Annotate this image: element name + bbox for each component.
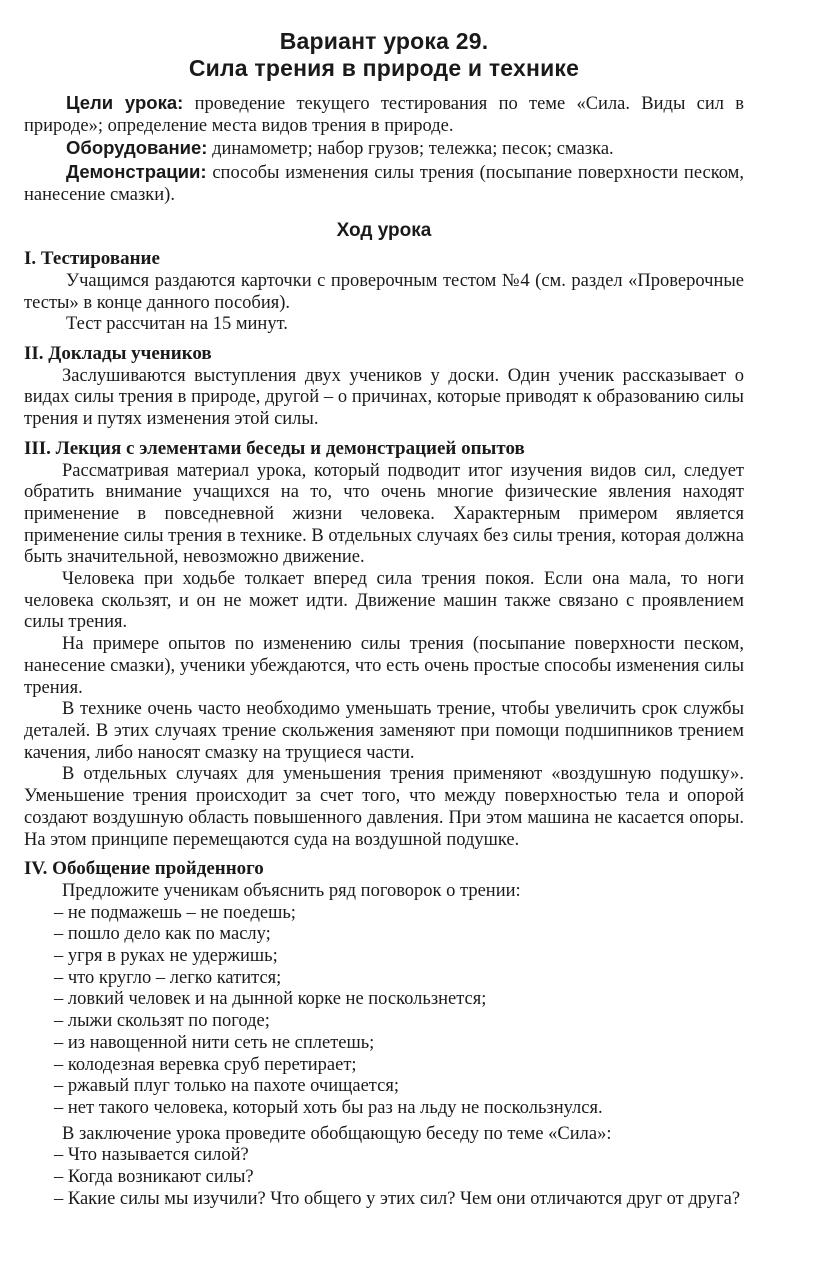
title-line-1: Вариант урока 29. xyxy=(279,28,489,54)
goals-label: Цели урока: xyxy=(66,92,184,113)
page-title xyxy=(24,28,744,82)
demo-text: способы изменения силы трения (посыпание поверхности песком, нанесение смазки). xyxy=(24,163,744,205)
list-item: – Когда возникают силы? xyxy=(54,1167,744,1189)
section-4-intro: Предложите ученикам объяснить ряд поговорок о трении: xyxy=(62,880,521,901)
section-1-paragraph: Тест рассчитан на 15 минут. xyxy=(66,314,288,335)
section-3-paragraph: В отдельных случаях для уменьшения трения применяют «воздушную подушку». Уменьшение трения происходит за счет того, что между поверхностью тела и опорой создают воздушную область повышенного давления. При этом машина не касается опоры. На этом принципе перемещаются суда на воздушной подушке. xyxy=(24,764,744,850)
list-item: – угря в руках не удержишь; xyxy=(54,946,744,968)
document-page xyxy=(24,28,744,1210)
list-item: – лыжи скользят по погоде; xyxy=(54,1011,744,1033)
list-item: – Какие силы мы изучили? Что общего у этих сил? Чем они отличаются друг от друга? xyxy=(54,1189,744,1211)
list-item: – из навощенной нити сеть не сплетешь; xyxy=(54,1033,744,1055)
lesson-demonstrations xyxy=(24,161,744,206)
section-3-paragraph: Рассматривая материал урока, который подводит итог изучения видов сил, следует обратить внимание учащихся на то, что очень многие физические явления находят применение в повседневной жизни человека. Характерным примером является применение силы трения в технике. В отдельных случаях без силы трения, которая должна быть значительной, невозможно движение. xyxy=(24,460,744,568)
list-item: – нет такого человека, который хоть бы раз на льду не поскользнулся. xyxy=(54,1098,744,1120)
section-4-title: IV. Обобщение пройденного xyxy=(24,858,264,880)
section-3-paragraph: На примере опытов по изменению силы трения (посыпание поверхности песком, нанесение смазки), ученики убеждаются, что есть очень простые способы изменения силы трения. xyxy=(24,634,744,698)
section-1-title: I. Тестирование xyxy=(24,248,160,270)
section-3-paragraph: В технике очень часто необходимо уменьшать трение, чтобы увеличить срок службы деталей. В этих случаях трение скольжения заменяют при помощи подшипников трением качения, либо наносят смазку на трущиеся части. xyxy=(24,699,744,763)
list-item: – пошло дело как по маслу; xyxy=(54,924,744,946)
section-1-paragraph: Учащимся раздаются карточки с проверочным тестом №4 (см. раздел «Проверочные тесты» в конце данного пособия). xyxy=(24,270,744,313)
list-item: – ржавый плуг только на пахоте очищается; xyxy=(54,1076,744,1098)
list-item: – колодезная веревка сруб перетирает; xyxy=(54,1055,744,1077)
lesson-equipment xyxy=(24,137,744,161)
section-2-paragraph: Заслушиваются выступления двух учеников у доски. Один ученик рассказывает о видах силы трения в природе, другой – о причинах, которые приводят к образованию силы трения и путях изменения этой силы. xyxy=(24,365,744,430)
goals-text: проведение текущего тестирования по теме «Сила. Виды сил в природе»; определение места видов трения в природе. xyxy=(24,94,744,136)
equipment-text: динамометр; набор грузов; тележка; песок; смазка. xyxy=(207,139,614,160)
questions-list xyxy=(24,1145,744,1210)
proverbs-list xyxy=(24,903,744,1120)
section-3-title: III. Лекция с элементами беседы и демонстрацией опытов xyxy=(24,437,525,459)
list-item: – ловкий человек и на дынной корке не поскользнется; xyxy=(54,989,744,1011)
section-3-paragraph: Человека при ходьбе толкает вперед сила трения покоя. Если она мала, то ноги человека скользят, и он не может идти. Движение машин также связано с проявлением силы трения. xyxy=(24,569,744,633)
section-4-closing: В заключение урока проведите обобщающую беседу по теме «Сила»: xyxy=(62,1123,612,1144)
list-item: – не подмажешь – не поедешь; xyxy=(54,903,744,925)
lesson-goals xyxy=(24,92,744,137)
equipment-label: Оборудование: xyxy=(66,137,208,159)
section-2-title: II. Доклады учеников xyxy=(24,343,212,365)
title-line-2: Сила трения в природе и технике xyxy=(188,55,580,81)
list-item: – Что называется силой? xyxy=(54,1145,744,1167)
demo-label: Демонстрации: xyxy=(66,161,207,183)
list-item: – что кругло – легко катится; xyxy=(54,968,744,990)
lesson-heading: Ход урока xyxy=(336,219,432,241)
